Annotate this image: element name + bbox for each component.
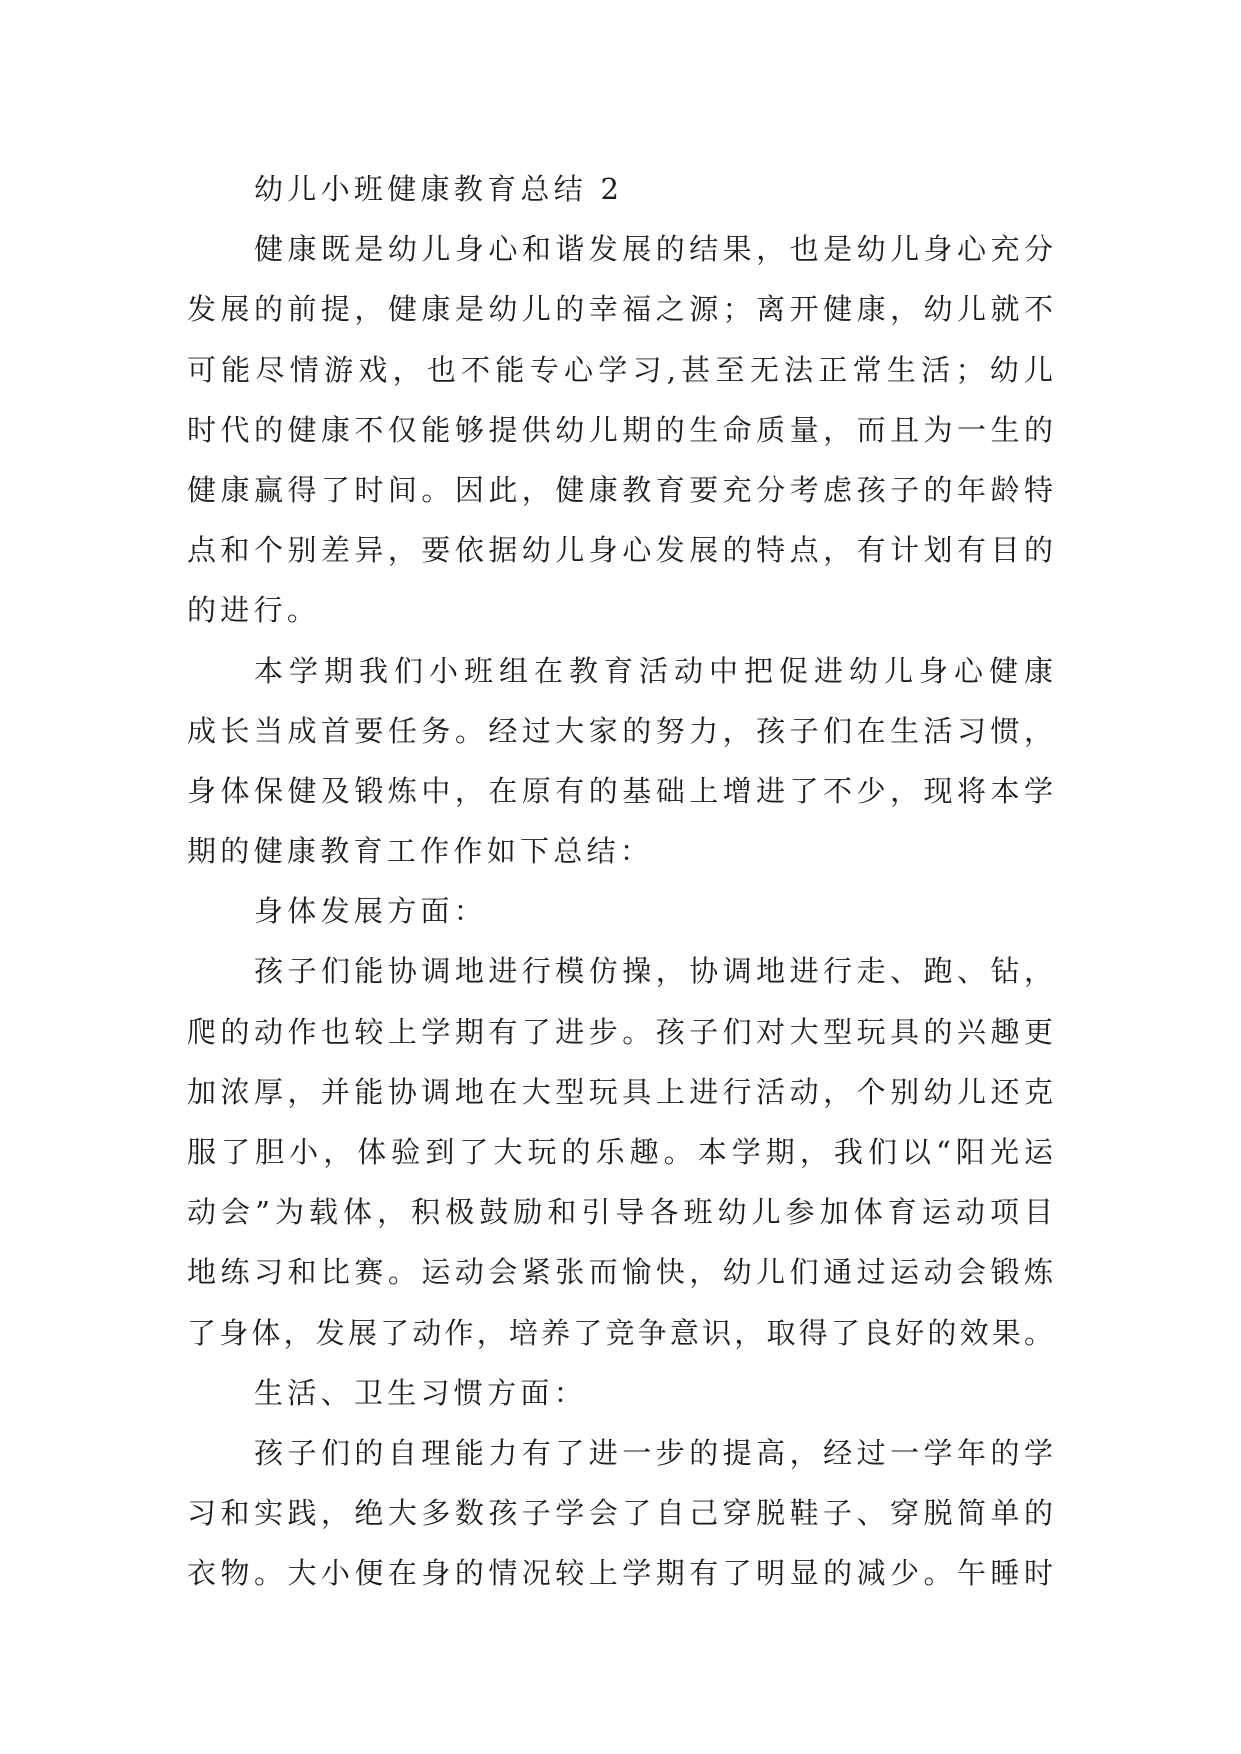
text-line: 可能尽情游戏，也不能专心学习,甚至无法正常生活；幼儿 xyxy=(187,352,1053,387)
document-body xyxy=(187,159,1053,1604)
text-line: 孩子们能协调地进行模仿操，协调地进行走、跑、钻， xyxy=(254,954,1053,989)
paragraph-health-intro xyxy=(187,219,1053,640)
section-heading-physical xyxy=(187,881,1053,941)
text-line: 成长当成首要任务。经过大家的努力，孩子们在生活习惯， xyxy=(187,713,1053,748)
text-line: 加浓厚，并能协调地在大型玩具上进行活动，个别幼儿还克 xyxy=(187,1074,1053,1109)
text-line: 爬的动作也较上学期有了进步。孩子们对大型玩具的兴趣更 xyxy=(187,1014,1053,1049)
text-line: 健康既是幼儿身心和谐发展的结果，也是幼儿身心充分 xyxy=(254,232,1053,267)
text-line: 孩子们的自理能力有了进一步的提高，经过一学年的学 xyxy=(254,1435,1053,1470)
document-title: 幼儿小班健康教育总结 2 xyxy=(254,172,624,206)
text-line: 了身体，发展了动作，培养了竞争意识，取得了良好的效果。 xyxy=(187,1315,1053,1350)
text-line: 服了胆小，体验到了大玩的乐趣。本学期，我们以“阳光运 xyxy=(187,1135,1053,1169)
section-heading: 身体发展方面： xyxy=(254,894,488,929)
text-line: 发展的前提，健康是幼儿的幸福之源；离开健康，幼儿就不 xyxy=(187,292,1053,327)
text-line: 健康赢得了时间。因此，健康教育要充分考虑孩子的年龄特 xyxy=(187,472,1053,507)
paragraph-physical-development xyxy=(187,941,1053,1362)
text-line: 衣物。大小便在身的情况较上学期有了明显的减少。午睡时 xyxy=(187,1556,1053,1591)
paragraph-self-care xyxy=(187,1423,1053,1604)
text-line: 时代的健康不仅能够提供幼儿期的生命质量，而且为一生的 xyxy=(187,412,1053,447)
text-line: 期的健康教育工作作如下总结： xyxy=(187,834,654,869)
text-line: 本学期我们小班组在教育活动中把促进幼儿身心健康 xyxy=(254,653,1053,688)
text-line: 点和个别差异，要依据幼儿身心发展的特点，有计划有目的 xyxy=(187,533,1053,568)
text-line: 地练习和比赛。运动会紧张而愉快，幼儿们通过运动会锻炼 xyxy=(187,1255,1053,1290)
paragraph-semester-summary xyxy=(187,641,1053,882)
text-line: 习和实践，绝大多数孩子学会了自己穿脱鞋子、穿脱简单的 xyxy=(187,1496,1053,1531)
text-line: 的进行。 xyxy=(187,593,321,628)
text-line: 动会”为载体，积极鼓励和引导各班幼儿参加体育运动项目 xyxy=(187,1195,1053,1230)
text-line: 身体保健及锻炼中，在原有的基础上增进了不少，现将本学 xyxy=(187,773,1053,808)
section-heading: 生活、卫生习惯方面： xyxy=(254,1375,588,1410)
section-heading-habits xyxy=(187,1363,1053,1423)
